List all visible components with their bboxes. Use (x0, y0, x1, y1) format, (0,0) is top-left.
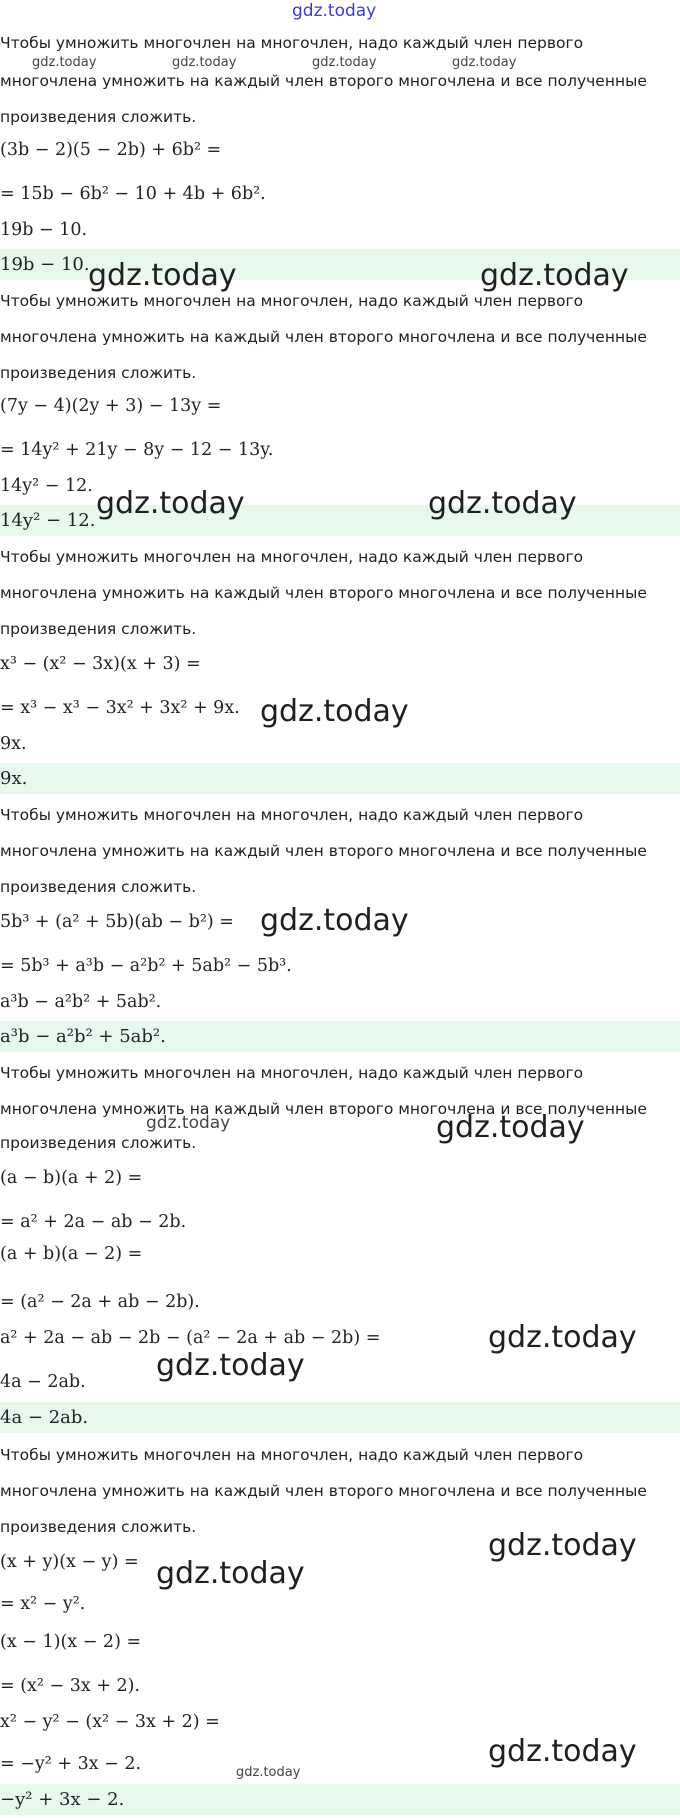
watermark: gdz.today (156, 1348, 305, 1383)
watermark: gdz.today (488, 1320, 637, 1355)
math-line: (7y − 4)(2y + 3) − 13y = (0, 396, 222, 416)
answer-band (0, 763, 680, 794)
intro-line: многочлена умножить на каждый член второго многочлена и все полученные (0, 1100, 647, 1118)
math-line: 9x. (0, 734, 27, 754)
watermark: gdz.today (488, 1528, 637, 1563)
intro-line: произведения сложить. (0, 620, 197, 638)
watermark: gdz.today (480, 258, 629, 293)
math-line: a² + 2a − ab − 2b − (a² − 2a + ab − 2b) = (0, 1328, 381, 1348)
answer-text: 19b − 10. (0, 254, 90, 275)
intro-line: многочлена умножить на каждый член второго многочлена и все полученные (0, 584, 647, 602)
math-line: = (a² − 2a + ab − 2b). (0, 1292, 200, 1312)
answer-text: 14y² − 12. (0, 510, 96, 531)
math-line: x² − y² − (x² − 3x + 2) = (0, 1712, 220, 1732)
intro-line: многочлена умножить на каждый член второго многочлена и все полученные (0, 72, 647, 90)
answer-text: −y² + 3x − 2. (0, 1789, 125, 1810)
math-line: = 5b³ + a³b − a²b² + 5ab² − 5b³. (0, 956, 292, 976)
math-line: = (x² − 3x + 2). (0, 1676, 141, 1696)
math-line: a³b − a²b² + 5ab². (0, 992, 162, 1012)
math-line: = a² + 2a − ab − 2b. (0, 1212, 187, 1232)
math-line: 5b³ + (a² + 5b)(ab − b²) = (0, 912, 234, 932)
intro-line: Чтобы умножить многочлен на многочлен, надо каждый член первого (0, 292, 584, 310)
math-line: = 15b − 6b² − 10 + 4b + 6b². (0, 184, 266, 204)
math-line: = x³ − x³ − 3x² + 3x² + 9x. (0, 698, 240, 718)
intro-line: Чтобы умножить многочлен на многочлен, надо каждый член первого (0, 34, 584, 52)
answer-text: a³b − a²b² + 5ab². (0, 1026, 166, 1047)
intro-line: Чтобы умножить многочлен на многочлен, надо каждый член первого (0, 548, 584, 566)
intro-line: многочлена умножить на каждый член второго многочлена и все полученные (0, 328, 647, 346)
answer-text: 4a − 2ab. (0, 1407, 89, 1428)
math-line: 14y² − 12. (0, 476, 93, 496)
intro-line: многочлена умножить на каждый член второго многочлена и все полученные (0, 842, 647, 860)
math-line: 4a − 2ab. (0, 1372, 86, 1392)
intro-line: произведения сложить. (0, 108, 197, 126)
header-watermark: gdz.today (292, 1, 377, 21)
math-line: (a + b)(a − 2) = (0, 1244, 143, 1264)
watermark: gdz.today (88, 258, 237, 293)
watermark: gdz.today (96, 486, 245, 521)
math-line: (3b − 2)(5 − 2b) + 6b² = (0, 140, 222, 160)
watermark: gdz.today (428, 486, 577, 521)
math-line: = x² − y². (0, 1594, 86, 1614)
math-line: (x − 1)(x − 2) = (0, 1632, 142, 1652)
intro-line: Чтобы умножить многочлен на многочлен, надо каждый член первого (0, 1064, 584, 1082)
watermark: gdz.today (156, 1556, 305, 1591)
answer-text: 9x. (0, 768, 28, 789)
math-line: = −y² + 3x − 2. (0, 1754, 142, 1774)
watermark: gdz.today (312, 55, 377, 70)
intro-line: произведения сложить. (0, 1134, 197, 1152)
intro-line: произведения сложить. (0, 878, 197, 896)
watermark: gdz.today (32, 55, 97, 70)
intro-line: многочлена умножить на каждый член второго многочлена и все полученные (0, 1482, 647, 1500)
watermark: gdz.today (452, 55, 517, 70)
math-line: 19b − 10. (0, 220, 88, 240)
watermark: gdz.today (260, 694, 409, 729)
intro-line: произведения сложить. (0, 364, 197, 382)
math-line: x³ − (x² − 3x)(x + 3) = (0, 654, 201, 674)
watermark: gdz.today (260, 903, 409, 938)
intro-line: произведения сложить. (0, 1518, 197, 1536)
intro-line: Чтобы умножить многочлен на многочлен, надо каждый член первого (0, 1446, 584, 1464)
intro-line: Чтобы умножить многочлен на многочлен, надо каждый член первого (0, 806, 584, 824)
math-line: (x + y)(x − y) = (0, 1552, 139, 1572)
math-line: (a − b)(a + 2) = (0, 1168, 143, 1188)
watermark: gdz.today (146, 1113, 231, 1133)
watermark: gdz.today (172, 55, 237, 70)
watermark: gdz.today (236, 1765, 301, 1780)
math-line: = 14y² + 21y − 8y − 12 − 13y. (0, 440, 274, 460)
watermark: gdz.today (488, 1734, 637, 1769)
watermark: gdz.today (436, 1110, 585, 1145)
answer-band (0, 1402, 680, 1433)
